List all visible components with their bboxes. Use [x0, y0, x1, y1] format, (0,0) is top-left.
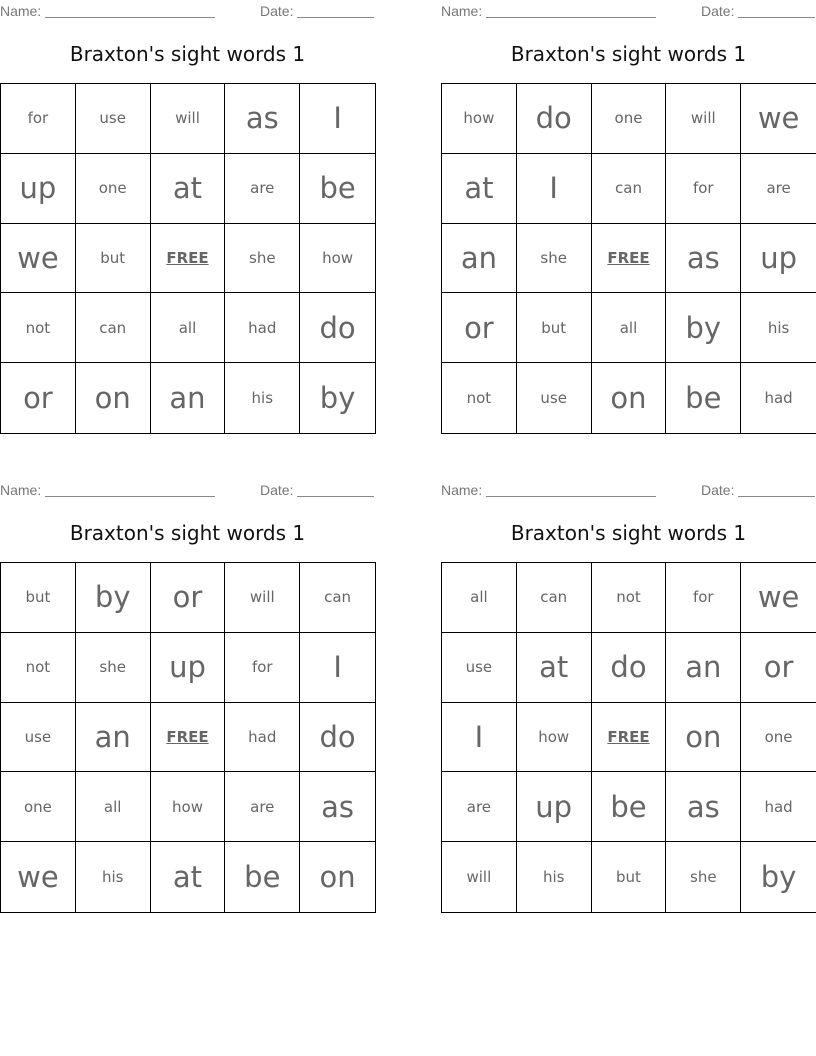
card-title: Braxton's sight words 1 — [69, 521, 306, 545]
word-cell: but — [592, 842, 667, 912]
word-cell: on — [76, 363, 151, 433]
word-cell: as — [666, 224, 741, 294]
card-title: Braxton's sight words 1 — [510, 521, 747, 545]
name-field — [441, 3, 656, 19]
word-cell: all — [442, 563, 517, 633]
name-blank-line — [45, 482, 215, 497]
bingo-card — [0, 479, 375, 914]
bingo-grid — [441, 83, 816, 434]
name-field — [0, 482, 215, 498]
name-field — [441, 482, 656, 498]
word-cell: all — [76, 772, 151, 842]
word-cell: I — [517, 154, 592, 224]
word-cell: she — [225, 224, 300, 294]
bingo-grid — [0, 83, 376, 434]
date-label: Date: — [260, 3, 294, 19]
word-cell: not — [1, 293, 76, 363]
word-cell: how — [151, 772, 226, 842]
word-cell: an — [666, 633, 741, 703]
word-cell: not — [592, 563, 667, 633]
word-cell: had — [741, 772, 816, 842]
date-field — [701, 3, 815, 19]
date-field — [260, 3, 374, 19]
date-blank-line — [297, 3, 374, 18]
word-cell: up — [151, 633, 226, 703]
name-label: Name: — [0, 3, 42, 19]
card-title: Braxton's sight words 1 — [510, 42, 747, 66]
date-field — [260, 482, 374, 498]
word-cell: but — [76, 224, 151, 294]
word-cell: not — [442, 363, 517, 433]
word-cell: I — [300, 633, 375, 703]
name-blank-line — [486, 3, 656, 18]
word-cell: will — [151, 84, 226, 154]
header-fields — [0, 482, 375, 500]
word-cell: but — [517, 293, 592, 363]
word-cell: one — [1, 772, 76, 842]
word-cell: for — [1, 84, 76, 154]
word-cell: all — [592, 293, 667, 363]
word-cell: at — [517, 633, 592, 703]
word-cell: she — [666, 842, 741, 912]
free-space-cell: FREE — [151, 703, 226, 773]
word-cell: had — [225, 293, 300, 363]
word-cell: will — [442, 842, 517, 912]
word-cell: can — [517, 563, 592, 633]
word-cell: use — [517, 363, 592, 433]
word-cell: will — [225, 563, 300, 633]
word-cell: for — [666, 154, 741, 224]
word-cell: how — [300, 224, 375, 294]
word-cell: his — [225, 363, 300, 433]
word-cell: but — [1, 563, 76, 633]
date-blank-line — [738, 482, 815, 497]
word-cell: be — [225, 842, 300, 912]
word-cell: are — [225, 154, 300, 224]
word-cell: are — [225, 772, 300, 842]
word-cell: do — [517, 84, 592, 154]
word-cell: or — [151, 563, 226, 633]
word-cell: we — [1, 842, 76, 912]
date-label: Date: — [701, 482, 735, 498]
word-cell: we — [741, 84, 816, 154]
date-label: Date: — [260, 482, 294, 498]
word-cell: by — [666, 293, 741, 363]
word-cell: for — [666, 563, 741, 633]
word-cell: all — [151, 293, 226, 363]
word-cell: one — [741, 703, 816, 773]
word-cell: for — [225, 633, 300, 703]
name-blank-line — [45, 3, 215, 18]
word-cell: as — [300, 772, 375, 842]
name-label: Name: — [0, 482, 42, 498]
word-cell: up — [1, 154, 76, 224]
word-cell: at — [442, 154, 517, 224]
free-space-cell: FREE — [592, 703, 667, 773]
date-blank-line — [297, 482, 374, 497]
word-cell: be — [592, 772, 667, 842]
word-cell: not — [1, 633, 76, 703]
word-cell: how — [517, 703, 592, 773]
word-cell: as — [666, 772, 741, 842]
word-cell: an — [151, 363, 226, 433]
word-cell: one — [592, 84, 667, 154]
card-title: Braxton's sight words 1 — [69, 42, 306, 66]
name-blank-line — [486, 482, 656, 497]
word-cell: use — [442, 633, 517, 703]
word-cell: we — [1, 224, 76, 294]
word-cell: an — [442, 224, 517, 294]
word-cell: we — [741, 563, 816, 633]
word-cell: one — [76, 154, 151, 224]
word-cell: his — [517, 842, 592, 912]
word-cell: will — [666, 84, 741, 154]
word-cell: his — [741, 293, 816, 363]
header-fields — [441, 482, 816, 500]
word-cell: do — [300, 293, 375, 363]
word-cell: are — [442, 772, 517, 842]
word-cell: by — [76, 563, 151, 633]
free-space-cell: FREE — [151, 224, 226, 294]
word-cell: can — [300, 563, 375, 633]
bingo-grid — [441, 562, 816, 913]
word-cell: can — [76, 293, 151, 363]
header-fields — [441, 3, 816, 21]
word-cell: or — [1, 363, 76, 433]
name-field — [0, 3, 215, 19]
name-label: Name: — [441, 482, 483, 498]
word-cell: how — [442, 84, 517, 154]
date-blank-line — [738, 3, 815, 18]
word-cell: I — [442, 703, 517, 773]
free-space-cell: FREE — [592, 224, 667, 294]
word-cell: by — [760, 860, 797, 895]
word-cell: had — [225, 703, 300, 773]
word-cell: do — [300, 703, 375, 773]
word-cell: she — [76, 633, 151, 703]
word-cell: use — [1, 703, 76, 773]
word-cell: use — [76, 84, 151, 154]
date-field — [701, 482, 815, 498]
word-cell: or — [442, 293, 517, 363]
bingo-card — [441, 479, 816, 914]
word-cell: on — [319, 860, 356, 895]
word-cell: on — [592, 363, 667, 433]
word-cell: up — [741, 224, 816, 294]
header-fields — [0, 3, 375, 21]
word-cell: his — [76, 842, 151, 912]
word-cell: at — [151, 842, 226, 912]
word-cell: as — [225, 84, 300, 154]
word-cell: on — [666, 703, 741, 773]
name-label: Name: — [441, 3, 483, 19]
word-cell: or — [741, 633, 816, 703]
bingo-card — [441, 0, 816, 435]
word-cell: can — [592, 154, 667, 224]
word-cell: do — [592, 633, 667, 703]
word-cell: be — [300, 154, 375, 224]
bingo-card — [0, 0, 375, 435]
bingo-grid — [0, 562, 376, 913]
word-cell: be — [666, 363, 741, 433]
word-cell: an — [76, 703, 151, 773]
word-cell: by — [319, 381, 356, 416]
word-cell: she — [517, 224, 592, 294]
word-cell: I — [300, 84, 375, 154]
word-cell: are — [741, 154, 816, 224]
word-cell: at — [151, 154, 226, 224]
word-cell: up — [517, 772, 592, 842]
date-label: Date: — [701, 3, 735, 19]
word-cell: had — [764, 389, 793, 408]
